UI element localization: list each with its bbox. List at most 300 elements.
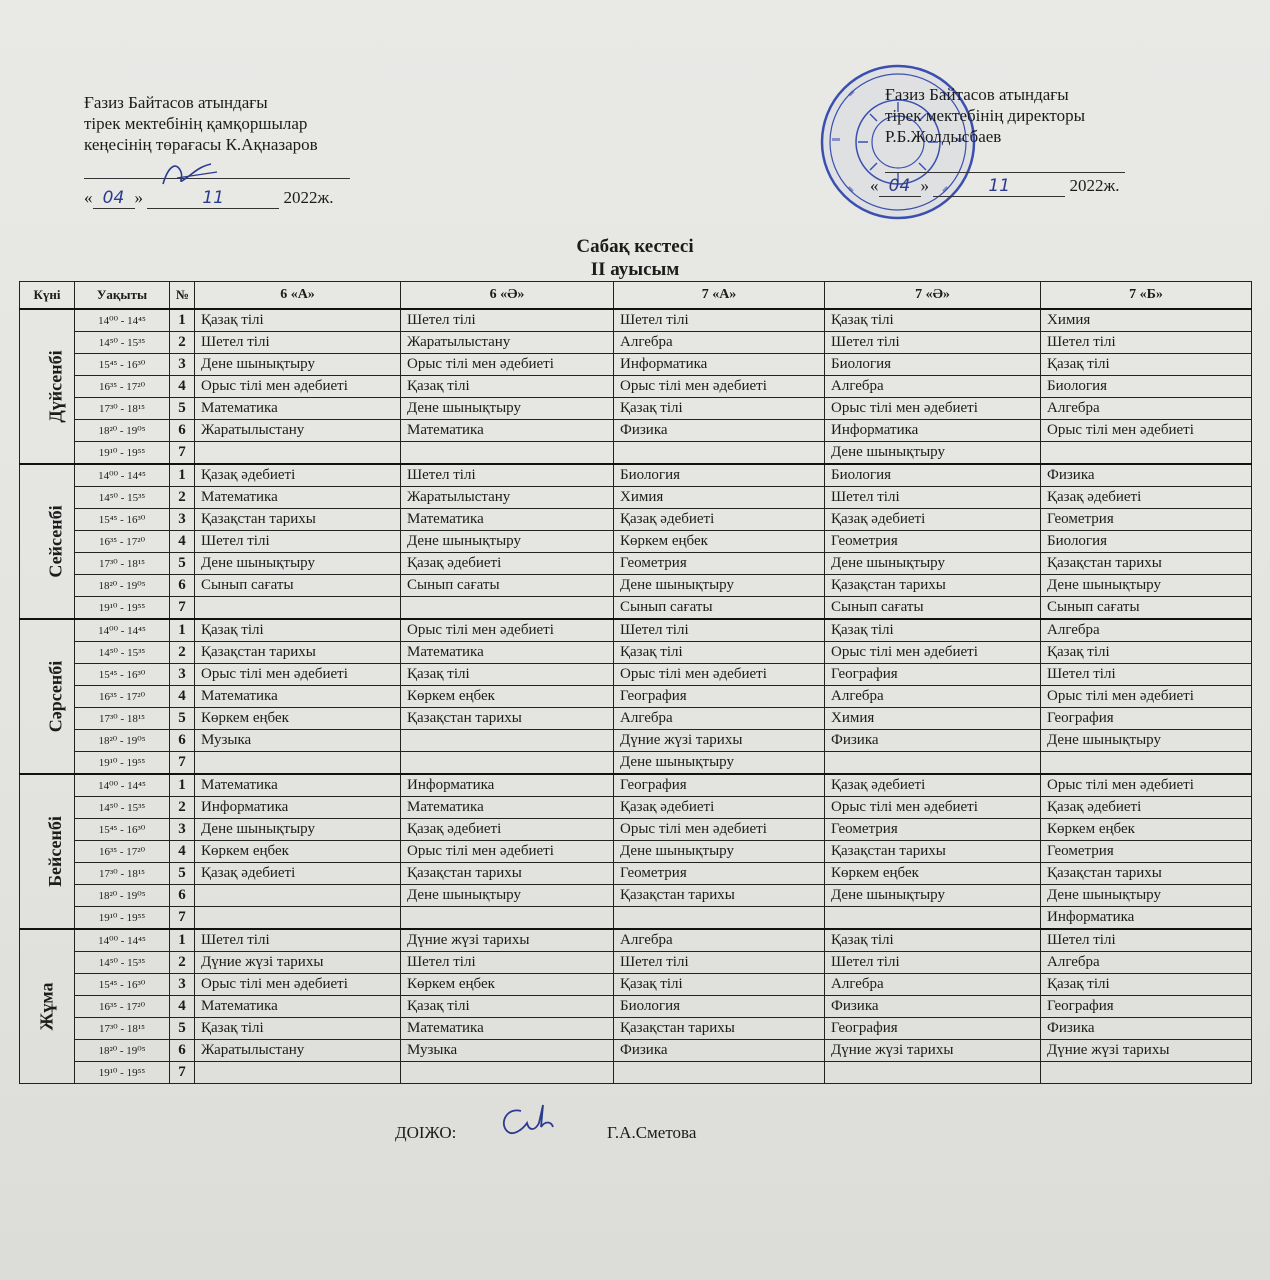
subject-cell: Дене шынықтыру [401,885,614,907]
table-row [20,354,1252,376]
subject-cell [401,597,614,620]
time-cell: 14⁰⁰ - 14⁴⁵ [75,929,170,952]
subject-cell: География [825,664,1041,686]
table-row [20,553,1252,575]
subject-cell: Шетел тілі [1041,664,1252,686]
subject-cell: Шетел тілі [825,952,1041,974]
time-cell: 19¹⁰ - 19⁵⁵ [75,442,170,465]
subject-cell [614,1062,825,1084]
table-row [20,1018,1252,1040]
subject-cell: Қазақстан тарихы [401,708,614,730]
time-cell: 19¹⁰ - 19⁵⁵ [75,597,170,620]
subject-cell: Жаратылыстану [401,487,614,509]
right-line-3: Р.Б.Жолдысбаев [885,127,1002,146]
subject-cell: Биология [825,464,1041,487]
subject-cell: Алгебра [825,376,1041,398]
subject-cell [825,907,1041,930]
subject-cell: Дене шынықтыру [1041,885,1252,907]
header-day: Күні [20,282,75,310]
day-label: Дүйсенбі [45,350,66,423]
director-approval [885,84,1215,147]
subject-cell [401,1062,614,1084]
subject-cell: Дене шынықтыру [195,553,401,575]
subject-cell: Информатика [195,797,401,819]
subject-cell: Қазақ тілі [195,619,401,642]
subject-cell: Математика [401,642,614,664]
footer-name: Г.А.Сметова [607,1123,697,1142]
time-cell: 17³⁰ - 18¹⁵ [75,863,170,885]
subject-cell: Орыс тілі мен әдебиеті [1041,774,1252,797]
right-date-year: 2022ж. [1069,176,1120,195]
lesson-number: 4 [170,686,195,708]
table-row [20,376,1252,398]
table-row [20,332,1252,354]
subject-cell: Дене шынықтыру [614,752,825,775]
subject-cell: Орыс тілі мен әдебиеті [401,619,614,642]
subject-cell: Шетел тілі [614,309,825,332]
table-row [20,863,1252,885]
subject-cell: Дене шынықтыру [401,531,614,553]
day-label: Бейсенбі [44,816,65,887]
time-cell: 14⁵⁰ - 15³⁵ [75,332,170,354]
lesson-number: 2 [170,642,195,664]
subject-cell: Қазақстан тарихы [825,841,1041,863]
subject-cell: География [1041,996,1252,1018]
left-date-open: « [84,188,93,207]
subject-cell: Шетел тілі [825,487,1041,509]
subject-cell: Дене шынықтыру [825,553,1041,575]
lesson-number: 1 [170,774,195,797]
subject-cell: Көркем еңбек [1041,819,1252,841]
subject-cell [1041,442,1252,465]
header-class-6ae: 6 «Ә» [401,282,614,310]
lesson-number: 5 [170,398,195,420]
subject-cell: Орыс тілі мен әдебиеті [401,354,614,376]
time-cell: 14⁵⁰ - 15³⁵ [75,952,170,974]
subject-cell: Орыс тілі мен әдебиеті [195,664,401,686]
subject-cell: Алгебра [614,708,825,730]
time-cell: 19¹⁰ - 19⁵⁵ [75,1062,170,1084]
lesson-number: 4 [170,841,195,863]
subject-cell: Дене шынықтыру [825,885,1041,907]
lesson-number: 3 [170,974,195,996]
subject-cell: Дене шынықтыру [614,575,825,597]
subject-cell: Қазақ әдебиеті [401,553,614,575]
subject-cell: Қазақстан тарихы [614,1018,825,1040]
time-cell: 16³⁵ - 17²⁰ [75,841,170,863]
lesson-number: 6 [170,730,195,752]
lesson-number: 3 [170,354,195,376]
schedule-table [19,281,1252,1084]
subject-cell: Сынып сағаты [401,575,614,597]
subject-cell: Орыс тілі мен әдебиеті [614,376,825,398]
subject-cell: Математика [195,487,401,509]
header-class-7ae: 7 «Ә» [825,282,1041,310]
subject-cell: Шетел тілі [195,531,401,553]
subject-cell [195,885,401,907]
subject-cell: Математика [195,398,401,420]
table-row [20,708,1252,730]
subject-cell: Дене шынықтыру [401,398,614,420]
time-cell: 15⁴⁵ - 16³⁰ [75,819,170,841]
subject-cell: Қазақ тілі [614,398,825,420]
table-row [20,819,1252,841]
subject-cell: Алгебра [825,686,1041,708]
subject-cell: Шетел тілі [614,619,825,642]
table-row [20,597,1252,620]
subject-cell: Информатика [1041,907,1252,930]
header-class-7b: 7 «Б» [1041,282,1252,310]
table-row [20,841,1252,863]
lesson-number: 2 [170,332,195,354]
subject-cell: Қазақ әдебиеті [825,509,1041,531]
table-row [20,398,1252,420]
subject-cell: Қазақстан тарихы [614,885,825,907]
subject-cell: Қазақстан тарихы [825,575,1041,597]
subject-cell: Қазақ тілі [1041,354,1252,376]
subject-cell: Шетел тілі [195,929,401,952]
subject-cell: Дене шынықтыру [195,354,401,376]
subject-cell: Физика [1041,464,1252,487]
subject-cell: Жаратылыстану [195,420,401,442]
right-line-2: тірек мектебінің директоры [885,106,1086,125]
time-cell: 18²⁰ - 19⁰⁵ [75,420,170,442]
day-cell [20,464,75,619]
subject-cell: Орыс тілі мен әдебиеті [825,398,1041,420]
lesson-number: 5 [170,1018,195,1040]
subject-cell: Геометрия [825,531,1041,553]
day-label: Сейсенбі [45,505,66,578]
subject-cell [195,907,401,930]
subject-cell: Дене шынықтыру [825,442,1041,465]
subject-cell: Дене шынықтыру [195,819,401,841]
subject-cell: Жаратылыстану [195,1040,401,1062]
lesson-number: 6 [170,885,195,907]
subject-cell: География [1041,708,1252,730]
subject-cell [1041,752,1252,775]
subject-cell: Қазақ тілі [614,974,825,996]
header-num: № [170,282,195,310]
subject-cell: Орыс тілі мен әдебиеті [1041,420,1252,442]
lesson-number: 4 [170,376,195,398]
subject-cell [614,907,825,930]
lesson-number: 4 [170,531,195,553]
subject-cell [195,1062,401,1084]
subject-cell: Геометрия [614,863,825,885]
table-row [20,664,1252,686]
lesson-number: 7 [170,442,195,465]
subject-cell: Шетел тілі [614,952,825,974]
left-line-3: кеңесінің төрағасы К.Ақназаров [84,135,318,154]
time-cell: 16³⁵ - 17²⁰ [75,996,170,1018]
subject-cell: Қазақстан тарихы [1041,553,1252,575]
day-cell [20,774,75,929]
time-cell: 16³⁵ - 17²⁰ [75,531,170,553]
time-cell: 15⁴⁵ - 16³⁰ [75,974,170,996]
subject-cell: Дүние жүзі тарихы [401,929,614,952]
right-signature-line [885,172,1125,173]
subject-cell: Қазақ тілі [401,996,614,1018]
table-row [20,907,1252,930]
subject-cell: Қазақ тілі [195,309,401,332]
subject-cell: Математика [401,1018,614,1040]
council-chair-approval [84,92,414,155]
time-cell: 14⁵⁰ - 15³⁵ [75,642,170,664]
time-cell: 19¹⁰ - 19⁵⁵ [75,907,170,930]
time-cell: 14⁰⁰ - 14⁴⁵ [75,309,170,332]
lesson-number: 4 [170,996,195,1018]
subject-cell: Математика [401,420,614,442]
subject-cell [401,442,614,465]
subject-cell: Химия [1041,309,1252,332]
table-row [20,442,1252,465]
lesson-number: 7 [170,1062,195,1084]
subject-cell: Алгебра [614,332,825,354]
subject-cell [401,752,614,775]
table-row [20,642,1252,664]
subject-cell: Қазақ әдебиеті [401,819,614,841]
subject-cell [825,752,1041,775]
subject-cell: Қазақ тілі [614,642,825,664]
subject-cell: Физика [614,420,825,442]
subject-cell: Информатика [825,420,1041,442]
lesson-number: 7 [170,907,195,930]
lesson-number: 3 [170,509,195,531]
subject-cell: Математика [195,686,401,708]
day-label: Жұма [36,982,57,1031]
time-cell: 15⁴⁵ - 16³⁰ [75,509,170,531]
subject-cell [1041,1062,1252,1084]
subject-cell: Қазақ әдебиеті [195,464,401,487]
table-row [20,929,1252,952]
subject-cell: Геометрия [825,819,1041,841]
table-row [20,974,1252,996]
subject-cell: Математика [195,774,401,797]
time-cell: 15⁴⁵ - 16³⁰ [75,354,170,376]
subject-cell: Орыс тілі мен әдебиеті [195,974,401,996]
subject-cell: Сынып сағаты [1041,597,1252,620]
subject-cell: Қазақстан тарихы [401,863,614,885]
subject-cell: Қазақ тілі [195,1018,401,1040]
table-row [20,420,1252,442]
subject-cell: Орыс тілі мен әдебиеті [195,376,401,398]
table-row [20,464,1252,487]
header-class-7a: 7 «А» [614,282,825,310]
table-row [20,797,1252,819]
day-cell [20,619,75,774]
subject-cell: Шетел тілі [1041,929,1252,952]
subject-cell: География [614,686,825,708]
table-row [20,531,1252,553]
subject-cell: Алгебра [614,929,825,952]
time-cell: 18²⁰ - 19⁰⁵ [75,1040,170,1062]
table-row [20,509,1252,531]
day-label: Сәрсенбі [45,660,66,733]
subject-cell: Математика [401,509,614,531]
time-cell: 19¹⁰ - 19⁵⁵ [75,752,170,775]
subject-cell: Қазақстан тарихы [1041,863,1252,885]
time-cell: 16³⁵ - 17²⁰ [75,686,170,708]
left-date-close: » [134,188,143,207]
time-cell: 17³⁰ - 18¹⁵ [75,1018,170,1040]
subject-cell: Қазақ тілі [825,309,1041,332]
right-date [870,176,1120,197]
lesson-number: 6 [170,575,195,597]
subject-cell: Биология [614,996,825,1018]
subject-cell: Қазақ әдебиеті [614,509,825,531]
subject-cell: Физика [825,730,1041,752]
subject-cell: Қазақстан тарихы [195,509,401,531]
subject-cell: Қазақ тілі [401,376,614,398]
table-row [20,752,1252,775]
subject-cell: Шетел тілі [401,309,614,332]
time-cell: 14⁰⁰ - 14⁴⁵ [75,464,170,487]
footer-signature [395,1123,697,1143]
subject-cell: Математика [195,996,401,1018]
subject-cell: Геометрия [1041,509,1252,531]
subject-cell: Шетел тілі [401,952,614,974]
subject-cell: Сынып сағаты [614,597,825,620]
table-row [20,730,1252,752]
table-row [20,1062,1252,1084]
lesson-number: 2 [170,797,195,819]
right-line-1: Ғазиз Байтасов атындағы [885,85,1069,104]
time-cell: 18²⁰ - 19⁰⁵ [75,885,170,907]
subject-cell: Биология [1041,531,1252,553]
subject-cell: Қазақ әдебиеті [614,797,825,819]
subject-cell: Алгебра [1041,398,1252,420]
subject-cell: Қазақ әдебиеті [195,863,401,885]
lesson-number: 6 [170,420,195,442]
lesson-number: 3 [170,819,195,841]
right-date-open: « [870,176,879,195]
subject-cell: Қазақ әдебиеті [1041,797,1252,819]
lesson-number: 1 [170,929,195,952]
lesson-number: 3 [170,664,195,686]
subject-cell: Физика [825,996,1041,1018]
lesson-number: 5 [170,553,195,575]
lesson-number: 7 [170,597,195,620]
subject-cell: Информатика [401,774,614,797]
subject-cell: Геометрия [614,553,825,575]
subject-cell: Қазақ әдебиеті [825,774,1041,797]
lesson-number: 7 [170,752,195,775]
footer-label: ДОІЖО: [395,1123,457,1142]
subject-cell [401,730,614,752]
lesson-number: 1 [170,619,195,642]
subject-cell: Қазақ тілі [825,619,1041,642]
subject-cell: Музыка [195,730,401,752]
time-cell: 17³⁰ - 18¹⁵ [75,553,170,575]
time-cell: 15⁴⁵ - 16³⁰ [75,664,170,686]
day-cell [20,929,75,1084]
lesson-number: 1 [170,309,195,332]
subject-cell: Физика [1041,1018,1252,1040]
header-class-6a: 6 «А» [195,282,401,310]
subject-cell: Дүние жүзі тарихы [195,952,401,974]
subject-cell: Қазақ тілі [825,929,1041,952]
subject-cell: Көркем еңбек [614,531,825,553]
schedule-body [20,309,1252,1084]
subject-cell: Дүние жүзі тарихы [614,730,825,752]
table-row [20,487,1252,509]
subject-cell: Алгебра [1041,619,1252,642]
subject-cell: География [825,1018,1041,1040]
subject-cell: Дүние жүзі тарихы [825,1040,1041,1062]
subject-cell: Математика [401,797,614,819]
subject-cell: Сынып сағаты [825,597,1041,620]
left-line-1: Ғазиз Байтасов атындағы [84,93,268,112]
table-row [20,1040,1252,1062]
subject-cell: Орыс тілі мен әдебиеті [1041,686,1252,708]
subject-cell: Көркем еңбек [195,708,401,730]
subject-cell: Физика [614,1040,825,1062]
lesson-number: 2 [170,952,195,974]
table-row [20,774,1252,797]
subject-cell: Қазақ тілі [1041,642,1252,664]
table-row [20,952,1252,974]
subject-cell: Дене шынықтыру [1041,575,1252,597]
subject-cell: Қазақ әдебиеті [1041,487,1252,509]
subject-cell [614,442,825,465]
subject-cell [825,1062,1041,1084]
subject-cell [195,442,401,465]
subject-cell: Дүние жүзі тарихы [1041,1040,1252,1062]
left-line-2: тірек мектебінің қамқоршылар [84,114,308,133]
subject-cell: Дене шынықтыру [1041,730,1252,752]
left-date-day: 04 [93,188,135,209]
lesson-number: 5 [170,708,195,730]
footer-handwritten-signature [493,1101,573,1143]
subject-cell: Көркем еңбек [825,863,1041,885]
left-date [84,188,334,209]
subject-cell: Орыс тілі мен әдебиеті [825,642,1041,664]
subject-cell: Қазақ тілі [1041,974,1252,996]
subject-cell: Алгебра [1041,952,1252,974]
subject-cell: Орыс тілі мен әдебиеті [401,841,614,863]
subject-cell: Шетел тілі [195,332,401,354]
subject-cell: Орыс тілі мен әдебиеті [614,664,825,686]
subject-cell: Химия [825,708,1041,730]
subject-cell: Көркем еңбек [401,686,614,708]
subject-cell: Геометрия [1041,841,1252,863]
table-row [20,619,1252,642]
time-cell: 16³⁵ - 17²⁰ [75,376,170,398]
subject-cell: Сынып сағаты [195,575,401,597]
subject-cell: Қазақстан тарихы [195,642,401,664]
lesson-number: 5 [170,863,195,885]
schedule-subtitle: ІІ ауысым [590,259,680,280]
subject-cell: Химия [614,487,825,509]
time-cell: 17³⁰ - 18¹⁵ [75,398,170,420]
subject-cell: Шетел тілі [825,332,1041,354]
subject-cell: Шетел тілі [1041,332,1252,354]
subject-cell: Дене шынықтыру [614,841,825,863]
header-row [20,282,1252,310]
subject-cell: Орыс тілі мен әдебиеті [825,797,1041,819]
table-row [20,309,1252,332]
left-date-month: 11 [147,188,279,209]
time-cell: 14⁵⁰ - 15³⁵ [75,797,170,819]
day-cell [20,309,75,464]
table-row [20,575,1252,597]
time-cell: 18²⁰ - 19⁰⁵ [75,730,170,752]
time-cell: 17³⁰ - 18¹⁵ [75,708,170,730]
right-date-month: 11 [933,176,1065,197]
subject-cell: География [614,774,825,797]
subject-cell: Биология [825,354,1041,376]
right-date-day: 04 [879,176,921,197]
